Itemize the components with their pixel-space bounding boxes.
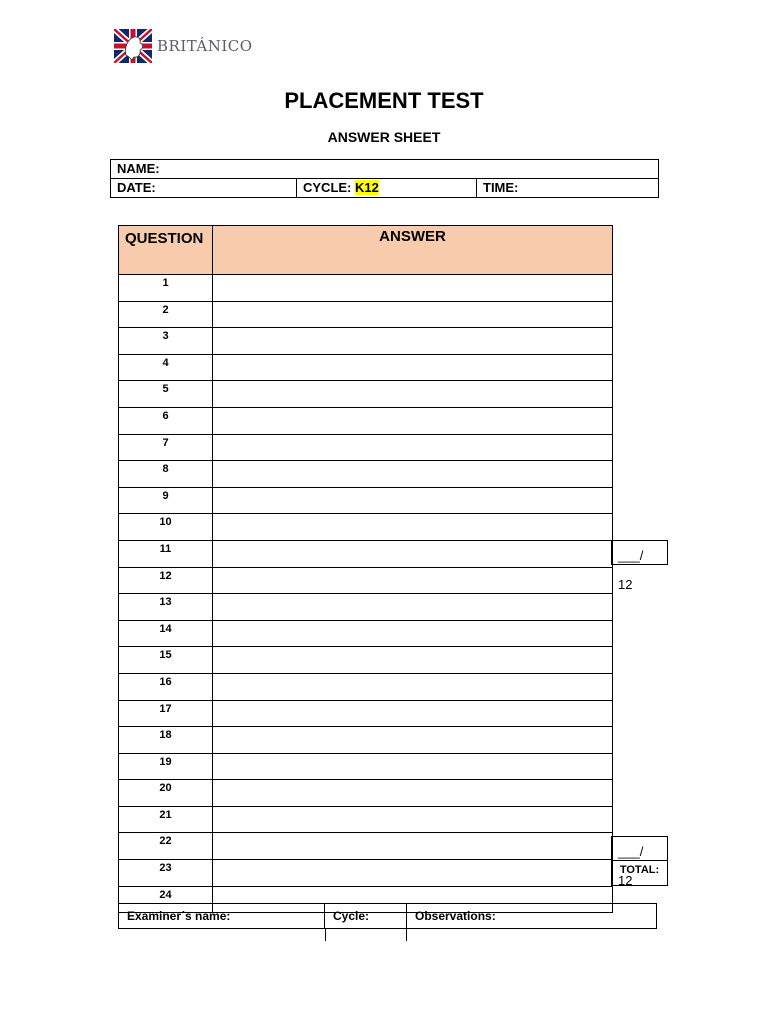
answer-cell[interactable] [213, 434, 613, 461]
answer-cell[interactable] [213, 833, 613, 860]
answer-row [119, 727, 613, 754]
question-number: 15 [119, 647, 213, 674]
answer-row [119, 700, 613, 727]
answer-row [119, 434, 613, 461]
answer-row [119, 275, 613, 302]
answer-row [119, 860, 613, 887]
examiner-divider-1 [325, 928, 326, 941]
question-number: 6 [119, 407, 213, 434]
answer-row [119, 540, 613, 567]
answer-row [119, 381, 613, 408]
answer-cell[interactable] [213, 275, 613, 302]
question-number: 23 [119, 860, 213, 887]
answer-row [119, 328, 613, 355]
name-field[interactable] [111, 160, 659, 179]
answer-cell[interactable] [213, 301, 613, 328]
question-header: QUESTION [119, 226, 213, 275]
examiner-name-label: Examiner´s name: [127, 909, 231, 923]
answer-cell[interactable] [213, 860, 613, 887]
answer-cell[interactable] [213, 673, 613, 700]
answer-row [119, 806, 613, 833]
answer-cell[interactable] [213, 381, 613, 408]
answer-cell[interactable] [213, 540, 613, 567]
answer-table [118, 225, 613, 913]
answer-cell[interactable] [213, 780, 613, 807]
name-label: NAME: [117, 161, 160, 176]
question-number: 13 [119, 594, 213, 621]
answer-row [119, 407, 613, 434]
answer-cell[interactable] [213, 753, 613, 780]
answer-cell[interactable] [213, 647, 613, 674]
question-number: 24 [119, 886, 213, 913]
answer-cell[interactable] [213, 806, 613, 833]
answer-row [119, 514, 613, 541]
answer-header: ANSWER [213, 226, 613, 275]
answer-row [119, 673, 613, 700]
answer-cell[interactable] [213, 514, 613, 541]
question-number: 18 [119, 727, 213, 754]
answer-row [119, 620, 613, 647]
cycle-field[interactable] [297, 179, 477, 198]
score-part-2: ___/ 12 [611, 836, 668, 861]
examiner-name-field[interactable] [119, 904, 325, 929]
cycle-value: K12 [355, 180, 379, 195]
time-label: TIME: [483, 180, 519, 195]
time-field[interactable] [477, 179, 659, 198]
answer-row [119, 833, 613, 860]
examiner-cycle-label: Cycle: [333, 909, 370, 923]
page-title: PLACEMENT TEST [284, 88, 484, 113]
examiner-table [118, 903, 657, 929]
answer-row [119, 780, 613, 807]
page-subtitle: ANSWER SHEET [327, 129, 441, 145]
total-label: TOTAL: [611, 860, 668, 886]
answer-row [119, 461, 613, 488]
question-number: 4 [119, 354, 213, 381]
answer-row [119, 753, 613, 780]
question-number: 5 [119, 381, 213, 408]
question-number: 20 [119, 780, 213, 807]
date-label: DATE: [117, 180, 156, 195]
answer-row [119, 487, 613, 514]
answer-cell[interactable] [213, 567, 613, 594]
student-info-table [110, 159, 659, 198]
question-number: 22 [119, 833, 213, 860]
observations-label: Observations: [415, 909, 496, 923]
question-number: 16 [119, 673, 213, 700]
logo-text: BRITÁNICO [157, 37, 253, 55]
answer-cell[interactable] [213, 354, 613, 381]
answer-cell[interactable] [213, 700, 613, 727]
answer-cell[interactable] [213, 328, 613, 355]
answer-row [119, 354, 613, 381]
question-number: 1 [119, 275, 213, 302]
question-number: 3 [119, 328, 213, 355]
cycle-label: CYCLE: [303, 180, 355, 195]
britanico-logo [114, 29, 253, 63]
answer-cell[interactable] [213, 727, 613, 754]
question-number: 11 [119, 540, 213, 567]
question-number: 19 [119, 753, 213, 780]
answer-cell[interactable] [213, 594, 613, 621]
answer-cell[interactable] [213, 620, 613, 647]
question-number: 21 [119, 806, 213, 833]
question-number: 17 [119, 700, 213, 727]
answer-row [119, 301, 613, 328]
answer-row [119, 647, 613, 674]
question-number: 7 [119, 434, 213, 461]
examiner-cycle-field[interactable] [325, 904, 407, 929]
question-number: 9 [119, 487, 213, 514]
question-number: 8 [119, 461, 213, 488]
answer-cell[interactable] [213, 461, 613, 488]
question-number: 10 [119, 514, 213, 541]
answer-cell[interactable] [213, 407, 613, 434]
flag-lion-icon [114, 29, 152, 63]
answer-cell[interactable] [213, 487, 613, 514]
observations-field[interactable] [407, 904, 657, 929]
question-number: 2 [119, 301, 213, 328]
examiner-divider-2 [406, 928, 407, 941]
date-field[interactable] [111, 179, 297, 198]
answer-row [119, 567, 613, 594]
score-part-1: ___/ 12 [611, 540, 668, 565]
question-number: 12 [119, 567, 213, 594]
question-number: 14 [119, 620, 213, 647]
answer-row [119, 594, 613, 621]
